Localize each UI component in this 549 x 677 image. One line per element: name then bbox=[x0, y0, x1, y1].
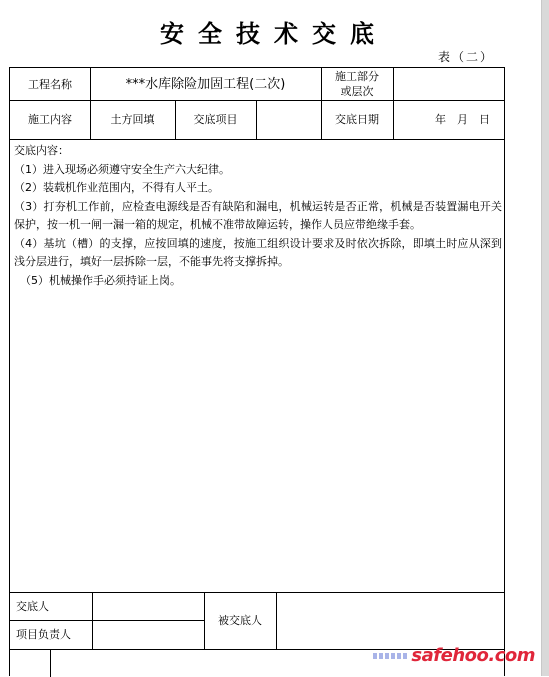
content-heading: 交底内容： bbox=[14, 144, 69, 157]
project-manager-label: 项目负责人 bbox=[16, 628, 71, 641]
receiver-label: 被交底人 bbox=[218, 614, 262, 627]
disclosure-item-value[interactable] bbox=[256, 100, 321, 139]
project-manager-signature[interactable] bbox=[92, 620, 204, 649]
watermark-text: safehoo.com bbox=[411, 645, 535, 666]
document-title: 安全技术交底 bbox=[160, 19, 388, 48]
vertical-scrollbar[interactable] bbox=[541, 0, 549, 676]
content-item: （2）装载机作业范围内，不得有人平土。 bbox=[14, 181, 219, 194]
watermark-dots bbox=[373, 653, 407, 659]
content-item: （1）进入现场必须遵守安全生产六大纪律。 bbox=[14, 162, 230, 176]
discloser-label: 交底人 bbox=[16, 599, 49, 613]
section-label: 施工部分 或层次 bbox=[335, 70, 379, 98]
site-watermark bbox=[373, 645, 535, 666]
work-content-value: 土方回填 bbox=[110, 113, 155, 126]
project-name-value: ***水库除险加固工程(二次) bbox=[125, 76, 286, 92]
content-item: （3）打夯机工作前，应检查电源线是否有缺陷和漏电，机械运转是否正常，机械是否装置漏电开关保护，按一机一闸一漏一箱的规定，机械不准带故障运转，操作人员应带绝缘手套。 bbox=[14, 199, 502, 231]
content-item: （5）机械操作手必须持证上岗。 bbox=[20, 273, 181, 287]
receiver-signature[interactable] bbox=[276, 592, 504, 649]
section-value[interactable] bbox=[393, 68, 504, 100]
col-divider bbox=[50, 649, 51, 677]
disclosure-date-label: 交底日期 bbox=[335, 113, 379, 126]
discloser-signature[interactable] bbox=[92, 592, 204, 620]
work-content-label: 施工内容 bbox=[28, 113, 72, 126]
project-name-label: 工程名称 bbox=[28, 77, 72, 91]
disclosure-content bbox=[14, 142, 502, 290]
content-item: （4）基坑（槽）的支撑，应按回填的速度，按施工组织设计要求及时依次拆除，即填土时应从深到浅分层进行，填好一层拆除一层，不能事先将支撑拆掉。 bbox=[14, 236, 502, 268]
disclosure-item-label: 交底项目 bbox=[193, 113, 238, 126]
form-number: 表（二） bbox=[438, 50, 495, 64]
row-divider bbox=[10, 139, 504, 140]
disclosure-form bbox=[9, 67, 505, 676]
disclosure-date-value: 年 月 日 bbox=[435, 113, 490, 126]
